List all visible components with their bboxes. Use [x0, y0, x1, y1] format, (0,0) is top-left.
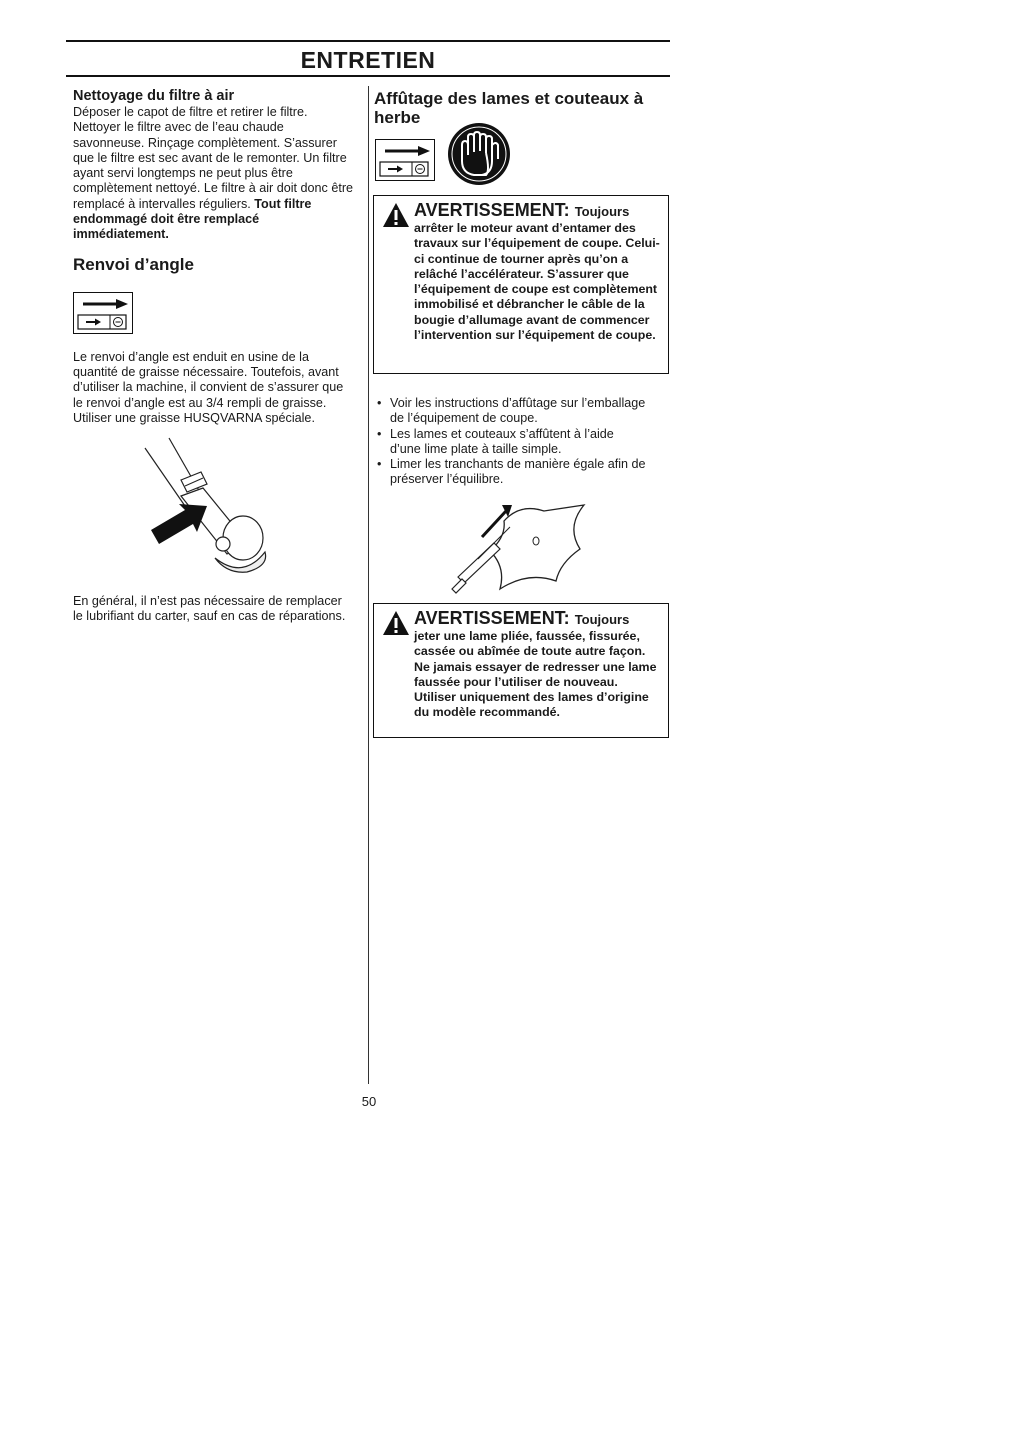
bullet-item: • Les lames et couteaux s’affûtent à l’aide d’une lime plate à taille simple. [374, 427, 646, 458]
sharpening-heading: Affûtage des lames et couteaux à herbe [374, 89, 644, 127]
page-title: ENTRETIEN [300, 47, 436, 73]
angle-gear-illustration [143, 436, 293, 586]
warning-body-text: arrêter le moteur avant d’entamer des travaux sur l’équipement de coupe. Celui-ci continue de tourner après qu’on a relâché l’accélérateur. S’assurer que l’équipement de coupe est complètement immobilisé et débrancher le câble de la bougie d’allumage avant de commencer l’intervention sur l’équipement de coupe. [414, 221, 660, 343]
warning-triangle-icon [382, 202, 410, 228]
warning-title [414, 200, 629, 221]
warning-box-damaged-blade [373, 603, 669, 738]
angle-gear-heading: Renvoi d’angle [73, 254, 194, 274]
file-blade-illustration [448, 497, 588, 597]
right-column [374, 88, 668, 187]
header-top-rule [66, 40, 670, 42]
bullet-item: • Limer les tranchants de manière égale afin de préserver l’équilibre. [374, 457, 646, 488]
gloves-icon [446, 121, 512, 187]
warning-title-text: AVERTISSEMENT: [414, 608, 570, 628]
sharpening-pictograms [374, 129, 668, 187]
arrow-switch-icon [376, 140, 434, 180]
warning-title-text: AVERTISSEMENT: [414, 200, 570, 220]
warning-lead-text: Toujours [574, 612, 630, 627]
gear-head-grease-icon [143, 436, 293, 586]
angle-gear-text-2: En général, il n’est pas nécessaire de remplacer le lubrifiant du carter, sauf en cas de réparations. [73, 594, 346, 624]
stop-engine-pictogram [375, 139, 435, 181]
air-filter-heading: Nettoyage du filtre à air [73, 88, 235, 104]
sharpening-bullet-list [374, 396, 646, 488]
air-filter-paragraph: Déposer le capot de filtre et retirer le filtre. Nettoyer le filtre avec de l’eau chaude savonneuse. Rinçage complètement. S’assurer que le filtre est sec avant de le remonter. Un filtre ayant servi longtemps ne peut plus être complètement nettoyé. Le filtre à air doit donc être remplacé à intervalles réguliers. [73, 105, 354, 211]
air-filter-text [73, 105, 353, 243]
angle-gear-text-1: Le renvoi d’angle est enduit en usine de la quantité de graisse nécessaire. Toutefois, avant d’utiliser la machine, il convient de s’assurer que le renvoi d’angle est au 3/4 rempli de graisse. Utiliser une graisse HUSQVARNA spéciale. [73, 349, 344, 425]
warning-lead-text: Toujours [574, 204, 630, 219]
air-filter-warning-text: Tout filtre endommagé doit être remplacé immédiatement. [73, 196, 312, 242]
column-divider [368, 86, 369, 1084]
warning-title [414, 608, 629, 629]
warning-box-stop-engine [373, 195, 669, 374]
page-number: 50 [361, 1094, 377, 1109]
header-bottom-rule [66, 75, 670, 77]
left-column [73, 88, 353, 625]
warning-triangle-icon [382, 610, 410, 636]
warning-body-text: jeter une lame pliée, faussée, fissurée, cassée ou abîmée de toute autre façon. Ne jamais essayer de redresser une lame faussée pour l’utiliser de nouveau. Utiliser uniquement des lames d’origine du modèle recommandé. [414, 629, 657, 720]
stop-engine-pictogram [73, 292, 133, 334]
bullet-item: • Voir les instructions d’affûtage sur l’emballage de l’équipement de coupe. [374, 396, 646, 427]
arrow-switch-icon [74, 293, 132, 333]
